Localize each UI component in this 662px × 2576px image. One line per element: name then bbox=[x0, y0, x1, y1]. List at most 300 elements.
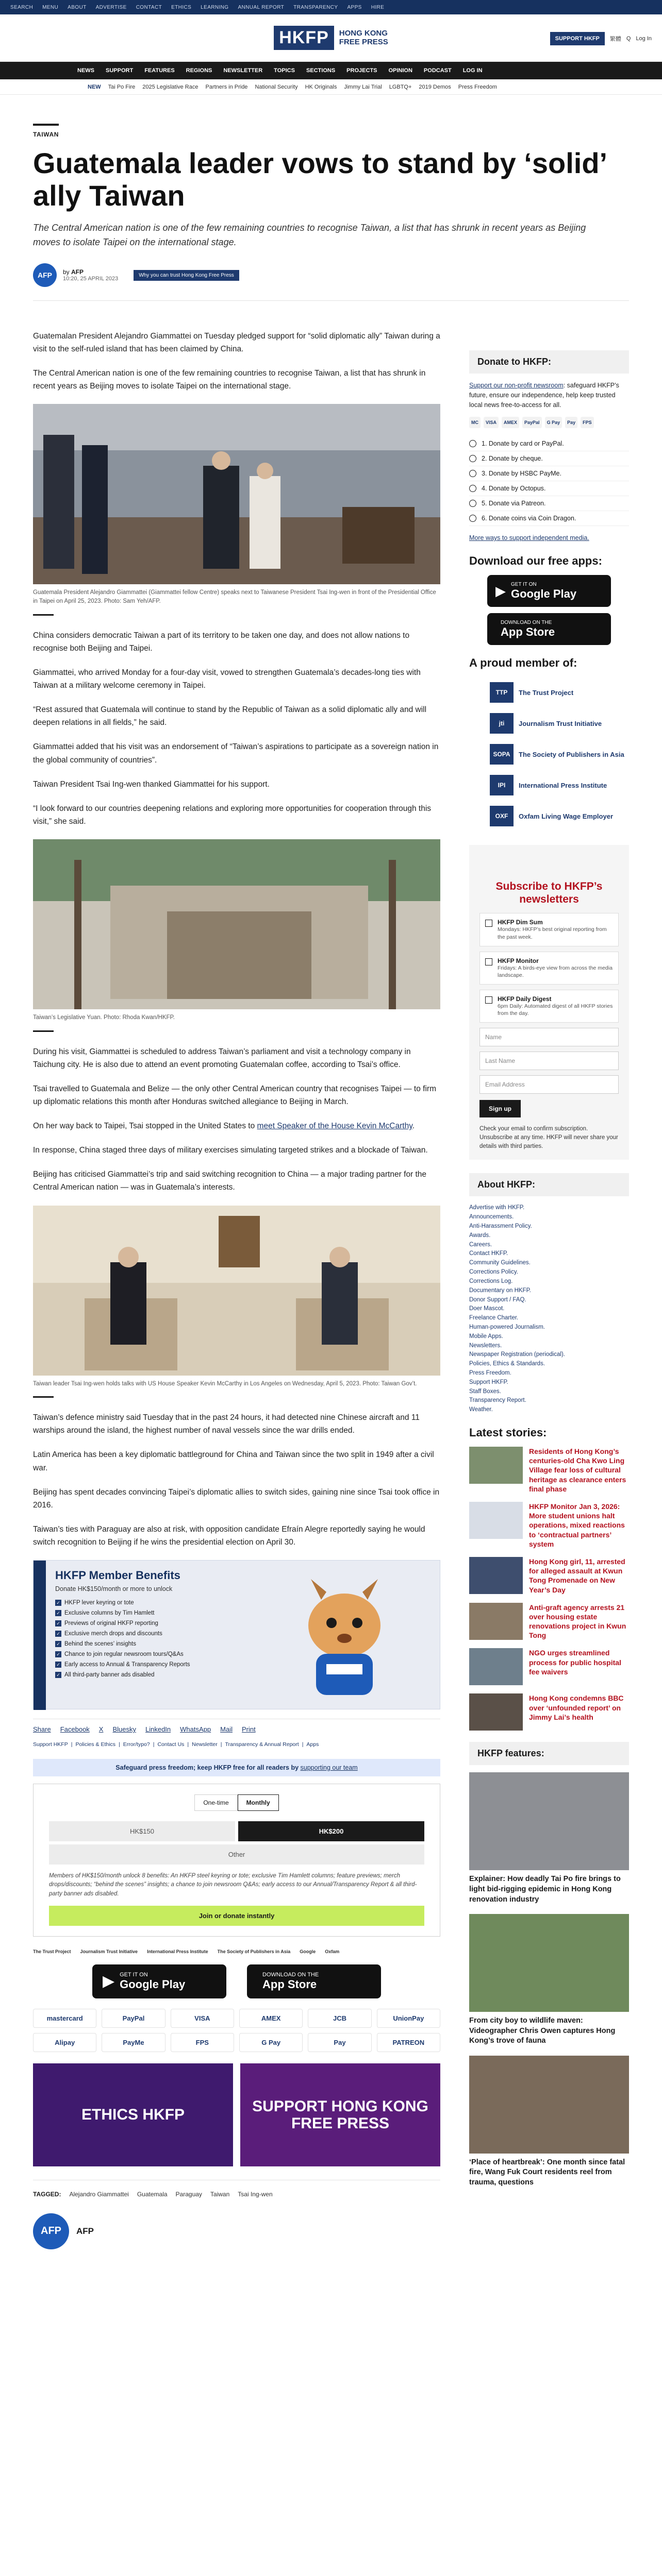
trending-item[interactable]: National Security bbox=[255, 83, 298, 90]
topbar-link-contact[interactable]: CONTACT bbox=[136, 4, 162, 10]
member-org-icon: SOPA bbox=[490, 744, 514, 765]
payment-logo: PATREON bbox=[377, 2033, 440, 2052]
author-avatar[interactable]: AFP bbox=[33, 2213, 69, 2249]
nav-sections[interactable]: SECTIONS bbox=[306, 67, 336, 74]
logo-mark: HKFP bbox=[274, 26, 334, 50]
trending-item[interactable]: 2025 Legislative Race bbox=[142, 83, 198, 90]
newsletter-option[interactable] bbox=[479, 990, 619, 1023]
feature-title: Explainer: How deadly Tai Po fire brings to light bid-rigging epidemic in Hong Kong renovation industry bbox=[469, 1875, 621, 1904]
card-logo: AMEX bbox=[502, 417, 519, 428]
about-link[interactable]: Newspaper Registration (periodical). bbox=[469, 1351, 565, 1358]
about-link[interactable]: Announcements. bbox=[469, 1214, 514, 1221]
member-org-logo[interactable] bbox=[469, 708, 629, 739]
newsletter-signup bbox=[469, 845, 629, 1160]
story-thumbnail bbox=[469, 1693, 523, 1731]
body-paragraph: In response, China staged three days of military exercises simulating targeted strikes and a blockade of Taiwan. bbox=[33, 1146, 428, 1155]
benefit-label: Behind the scenes’ insights bbox=[64, 1641, 136, 1648]
benefit-label: Previews of original HKFP reporting bbox=[64, 1620, 158, 1627]
benefits-title-brand: HKFP bbox=[55, 1569, 86, 1582]
app-store-row bbox=[33, 1964, 440, 1998]
payment-logo: PayMe bbox=[102, 2033, 165, 2052]
logo-wordmark bbox=[339, 29, 388, 46]
member-org-name: International Press Institute bbox=[519, 781, 607, 789]
story-thumbnail bbox=[469, 1502, 523, 1539]
trending-item[interactable]: Tai Po Fire bbox=[108, 83, 136, 90]
publish-date: 10:20, 25 APRIL 2023 bbox=[63, 276, 119, 282]
topbar-link-ethics[interactable]: ETHICS bbox=[171, 4, 192, 10]
story-thumbnail bbox=[469, 1557, 523, 1594]
support-hkfp-button[interactable]: SUPPORT HKFP bbox=[550, 32, 605, 45]
latest-story[interactable] bbox=[469, 1447, 629, 1494]
latest-story[interactable] bbox=[469, 1502, 629, 1549]
benefit-item bbox=[55, 1620, 190, 1626]
feature-story[interactable] bbox=[469, 2056, 629, 2188]
donate-option[interactable] bbox=[469, 466, 629, 481]
share-row bbox=[33, 1719, 440, 1733]
benefit-label: Early access to Annual & Transparency Reports bbox=[64, 1662, 190, 1668]
body-paragraph: Taiwan’s ties with Paraguay are also at risk, with opposition candidate Efraín Alegre reportedly saying he would switch recognition to Beijing if he wins the presidential election on April 30. bbox=[33, 1524, 425, 1547]
check-icon: ✓ bbox=[55, 1641, 61, 1647]
topbar-link-advertise[interactable]: ADVERTISE bbox=[95, 4, 127, 10]
about-link[interactable]: Careers. bbox=[469, 1241, 492, 1248]
donate-option-label: 4. Donate by Octopus. bbox=[482, 485, 546, 493]
card-logo: MC bbox=[469, 417, 481, 428]
radio-icon bbox=[469, 455, 476, 462]
about-link[interactable]: Press Freedom. bbox=[469, 1370, 511, 1377]
nav-opinion[interactable]: OPINION bbox=[388, 67, 412, 74]
benefit-item bbox=[55, 1662, 190, 1668]
donate-option[interactable] bbox=[469, 481, 629, 496]
store-line-1: DOWNLOAD ON THE bbox=[501, 619, 552, 625]
body-paragraph: Latin America has been a key diplomatic battleground for China and Taiwan since the two split in 1949 after a civil war. bbox=[33, 1450, 434, 1472]
trending-item[interactable]: Jimmy Lai Trial bbox=[344, 83, 382, 90]
member-benefits-banner[interactable] bbox=[33, 1560, 440, 1709]
radio-icon bbox=[469, 470, 476, 477]
tag-link[interactable]: Alejandro Giammattei bbox=[69, 2190, 129, 2198]
link-contact-us[interactable]: Contact Us bbox=[157, 1741, 185, 1748]
share-x-link[interactable]: X bbox=[98, 1725, 104, 1734]
photo-caption: Taiwan’s Legislative Yuan. Photo: Rhoda Kwan/HKFP. bbox=[33, 1014, 175, 1021]
sidebar bbox=[469, 350, 629, 2197]
member-heading: A proud member of: bbox=[469, 656, 577, 669]
benefits-title bbox=[55, 1569, 180, 1582]
about-link[interactable]: Transparency Report. bbox=[469, 1397, 526, 1404]
card-logo: PayPal bbox=[522, 417, 542, 428]
topbar-link-about[interactable]: ABOUT bbox=[68, 4, 87, 10]
latest-story[interactable] bbox=[469, 1557, 629, 1595]
payment-logo: Alipay bbox=[33, 2033, 96, 2052]
card-logo: FPS bbox=[581, 417, 594, 428]
check-icon: ✓ bbox=[55, 1600, 61, 1606]
store-line-2: Google Play bbox=[120, 1977, 186, 1991]
section-rule bbox=[33, 124, 59, 126]
store-line-2: Google Play bbox=[511, 587, 577, 600]
newsletter-option[interactable] bbox=[479, 913, 619, 946]
tag-link[interactable]: Paraguay bbox=[175, 2190, 202, 2198]
share-facebook-link[interactable]: Facebook bbox=[60, 1725, 90, 1734]
link-error-typo[interactable]: Error/typo? bbox=[123, 1741, 150, 1748]
newsletter-desc: Mondays: HKFP’s best original reporting from the past week. bbox=[498, 926, 607, 940]
latest-story[interactable] bbox=[469, 1648, 629, 1685]
masthead-actions bbox=[550, 32, 652, 45]
topbar-link-apps[interactable]: APPS bbox=[347, 4, 362, 10]
footer-links-row: Support HKFP | Policies & Ethics | Error/typo? | Contact Us | Newsletter | Transparency & Annual Report | Apps bbox=[33, 1741, 319, 1748]
partner-logo[interactable]: Journalism Trust Initiative bbox=[80, 1948, 138, 1954]
checkbox-icon bbox=[485, 996, 492, 1004]
link-transparency-report[interactable]: Transparency & Annual Report bbox=[225, 1741, 299, 1748]
latest-heading: Latest stories: bbox=[469, 1426, 547, 1439]
newsletter-name: HKFP Monitor bbox=[498, 957, 539, 964]
article-headline: Guatemala leader vows to stand by ‘solid’ ally Taiwan bbox=[33, 147, 606, 212]
about-link[interactable]: Anti-Harassment Policy. bbox=[469, 1223, 532, 1230]
topbar-link-menu[interactable]: MENU bbox=[42, 4, 59, 10]
byline-author[interactable]: AFP bbox=[71, 268, 84, 276]
google-play-icon: ▶ bbox=[103, 1973, 115, 1990]
last-name-field[interactable]: Last Name bbox=[479, 1052, 619, 1070]
benefit-label: All third-party banner ads disabled bbox=[64, 1672, 155, 1679]
nav-podcast[interactable]: PODCAST bbox=[423, 67, 452, 74]
link-policies-ethics[interactable]: Policies & Ethics bbox=[75, 1741, 116, 1748]
about-link[interactable]: Awards. bbox=[469, 1232, 491, 1239]
legislature-illustration bbox=[33, 839, 440, 1009]
main-nav bbox=[0, 62, 662, 79]
about-link[interactable]: Human-powered Journalism. bbox=[469, 1324, 545, 1330]
support-newsroom-link[interactable]: Support our non-profit newsroom bbox=[469, 382, 564, 389]
donation-note: Members of HK$150/month unlock 8 benefits: An HKFP steel keyring or tote; exclusive Tim Hamlett columns; feature previews; merch drops/discounts; “behind the scenes” insights; a chance to join newsroom Q&As; early access to our Annual/Transparency Report & all third-party banner ads disabled. bbox=[49, 1873, 417, 1897]
donate-option-label: 2. Donate by cheque. bbox=[482, 455, 543, 463]
payment-methods bbox=[33, 2009, 440, 2052]
nav-topics[interactable]: TOPICS bbox=[274, 67, 295, 74]
radio-icon bbox=[469, 485, 476, 492]
topbar-link-hire[interactable]: HIRE bbox=[371, 4, 385, 10]
payment-logo: UnionPay bbox=[377, 2009, 440, 2028]
donate-option[interactable] bbox=[469, 451, 629, 466]
topbar-link-annual-report[interactable]: ANNUAL REPORT bbox=[238, 4, 285, 10]
badges-block bbox=[33, 1949, 440, 2249]
member-org-logo[interactable] bbox=[469, 801, 629, 832]
newsletter-note: Check your email to confirm subscription. Unsubscribe at any time. HKFP will never share your details with third parties. bbox=[479, 1126, 618, 1149]
link-support-hkfp[interactable]: Support HKFP bbox=[33, 1741, 68, 1748]
features-heading: HKFP features: bbox=[469, 1742, 629, 1765]
about-link[interactable]: Staff Boxes. bbox=[469, 1388, 501, 1395]
nav-support[interactable]: SUPPORT bbox=[106, 67, 134, 74]
trust-hkfp-pill[interactable]: Why you can trust Hong Kong Free Press bbox=[134, 270, 239, 281]
store-line-1: DOWNLOAD ON THE bbox=[262, 1971, 319, 1978]
about-link[interactable]: Freelance Charter. bbox=[469, 1315, 519, 1321]
benefit-item bbox=[55, 1631, 190, 1637]
join-donate-button[interactable]: Join or donate instantly bbox=[49, 1906, 424, 1926]
story-title: Residents of Hong Kong’s centuries-old Cha Kwo Ling Village fear loss of cultural heritage as clearance enters final phase bbox=[529, 1447, 626, 1493]
benefits-subtitle: Donate HK$150/month or more to unlock bbox=[55, 1585, 173, 1593]
newsletter-desc: Fridays: A birds-eye view from across the media landscape. bbox=[498, 964, 613, 978]
body-paragraph: During his visit, Giammattei is scheduled to address Taiwan’s parliament and visit a technology company in Taichung city. He is also due to attend an event promoting Guatemalan coffee, according to Tsai’s office. bbox=[33, 1047, 411, 1069]
about-link[interactable]: Doer Mascot. bbox=[469, 1306, 505, 1312]
radio-icon bbox=[469, 500, 476, 507]
check-icon: ✓ bbox=[55, 1662, 61, 1668]
payment-logo: Pay bbox=[308, 2033, 371, 2052]
checkbox-icon bbox=[485, 920, 492, 927]
newsletter-option[interactable] bbox=[479, 952, 619, 985]
topbar-link-learning[interactable]: LEARNING bbox=[201, 4, 229, 10]
safeguard-bar bbox=[33, 1759, 440, 1776]
body-paragraph: Beijing has criticised Giammattei’s trip and said switching recognition to China — a major trading partner for the Central American nation — was in Guatemala’s interests. bbox=[33, 1170, 427, 1192]
story-thumbnail bbox=[469, 1447, 523, 1484]
donate-option-label: 5. Donate via Patreon. bbox=[482, 500, 546, 507]
member-org-icon: OXF bbox=[490, 806, 514, 826]
trending-bar bbox=[0, 79, 662, 95]
nav-newsletter[interactable]: NEWSLETTER bbox=[223, 67, 263, 74]
donate-option-label: 3. Donate by HSBC PayMe. bbox=[482, 470, 561, 478]
link-newsletter[interactable]: Newsletter bbox=[192, 1741, 218, 1748]
about-link[interactable]: Donor Support / FAQ. bbox=[469, 1296, 526, 1303]
ceremony-illustration bbox=[33, 404, 440, 584]
benefit-label: Exclusive columns by Tim Hamlett bbox=[64, 1610, 155, 1617]
check-icon: ✓ bbox=[55, 1620, 61, 1626]
benefit-label: HKFP lever keyring or tote bbox=[64, 1600, 134, 1606]
member-org-logo[interactable] bbox=[469, 677, 629, 708]
apps-heading: Download our free apps: bbox=[469, 554, 602, 567]
benefit-item bbox=[55, 1651, 190, 1657]
sidebar-app-store-badge[interactable] bbox=[487, 613, 611, 645]
feature-thumbnail bbox=[469, 2056, 629, 2154]
author-box bbox=[33, 2213, 440, 2249]
payment-logo: FPS bbox=[171, 2033, 234, 2052]
member-org-icon: jti bbox=[490, 713, 514, 734]
caption-rule bbox=[33, 1030, 54, 1032]
donate-option[interactable] bbox=[469, 511, 629, 526]
newsletter-name: HKFP Dim Sum bbox=[498, 919, 543, 926]
payment-logo: G Pay bbox=[239, 2033, 303, 2052]
tag-list bbox=[33, 2180, 440, 2198]
story-thumbnail bbox=[469, 1603, 523, 1640]
paragraph-text: . bbox=[412, 1122, 415, 1131]
benefits-title-text: Member Benefits bbox=[86, 1569, 180, 1582]
member-org-logo[interactable] bbox=[469, 770, 629, 801]
article-photo-meeting bbox=[33, 1206, 440, 1376]
photo-caption: Guatemala President Alejandro Giammattei (Giammattei fellow Centre) speaks next to Taiwanese President Tsai Ing-wen in front of the Presidential Office in Taipei on April 25, 2023. Photo: Sam Yeh/AFP. bbox=[33, 589, 436, 605]
checkbox-icon bbox=[485, 958, 492, 965]
card-logo: G Pay bbox=[545, 417, 562, 428]
caption-rule bbox=[33, 1396, 54, 1398]
nav-login[interactable]: LOG IN bbox=[462, 67, 483, 74]
byline-prefix: by bbox=[63, 268, 72, 276]
language-toggle[interactable]: 繁體 bbox=[609, 36, 621, 42]
about-heading: About HKFP: bbox=[469, 1173, 629, 1196]
body-paragraph: Taiwan’s defence ministry said Tuesday that in the past 24 hours, it had detected nine Chinese aircraft and 11 warships around the island, the highest number of naval vessels since the war drills ended. bbox=[33, 1413, 420, 1435]
body-paragraph: “Rest assured that Guatemala will continue to stand by the Republic of Taiwan as a solid diplomatic ally and will deepen relations in all fields,” he said. bbox=[33, 705, 427, 727]
about-link[interactable]: Corrections Log. bbox=[469, 1278, 513, 1284]
article-photo-legislature bbox=[33, 839, 440, 1009]
about-link[interactable]: Documentary on HKFP. bbox=[469, 1287, 531, 1294]
about-link[interactable]: Community Guidelines. bbox=[469, 1260, 531, 1266]
google-play-icon: ▶ bbox=[495, 583, 506, 599]
feature-thumbnail bbox=[469, 1772, 629, 1870]
article-photo-ceremony bbox=[33, 404, 440, 584]
search-icon[interactable]: Q bbox=[626, 36, 631, 42]
latest-story[interactable] bbox=[469, 1693, 629, 1731]
card-logo: Pay bbox=[565, 417, 577, 428]
feature-title: ‘Place of heartbreak’: One month since fatal fire, Wang Fuk Court residents reel from trauma, questions bbox=[469, 2158, 625, 2187]
frequency-toggle bbox=[49, 1794, 424, 1811]
benefits-list bbox=[55, 1600, 190, 1682]
freq-monthly[interactable]: Monthly bbox=[238, 1794, 279, 1811]
signup-button[interactable]: Sign up bbox=[479, 1100, 521, 1117]
nav-projects[interactable]: PROJECTS bbox=[346, 67, 377, 74]
body-paragraph: Giammattei, who arrived Monday for a four-day visit, vowed to strengthen Guatemala’s decades-long ties with Taiwan at a military welcome ceremony in Taipei. bbox=[33, 668, 421, 690]
google-play-badge[interactable] bbox=[92, 1964, 226, 1998]
feature-story[interactable] bbox=[469, 1914, 629, 2046]
store-line-2: App Store bbox=[262, 1977, 317, 1991]
amount-option-selected[interactable]: HK$200 bbox=[238, 1821, 424, 1841]
check-icon: ✓ bbox=[55, 1610, 61, 1616]
about-link[interactable]: Corrections Policy. bbox=[469, 1269, 519, 1276]
app-store-badge[interactable] bbox=[247, 1964, 381, 1998]
partner-logo[interactable]: International Press Institute bbox=[147, 1948, 208, 1954]
masthead bbox=[0, 14, 662, 62]
author-name[interactable]: AFP bbox=[76, 2226, 94, 2236]
partner-logo[interactable]: The Trust Project bbox=[33, 1948, 71, 1954]
donate-option[interactable] bbox=[469, 496, 629, 511]
logo-line-1: HONG KONG bbox=[339, 29, 388, 38]
partner-logo[interactable]: Oxfam bbox=[325, 1948, 340, 1954]
byline-author-line bbox=[63, 268, 118, 276]
story-title: Hong Kong girl, 11, arrested for alleged assault at Kwun Tong Promenade on New Year’s Day bbox=[529, 1557, 625, 1594]
share-whatsapp-link[interactable]: WhatsApp bbox=[180, 1725, 211, 1734]
payment-logo: PayPal bbox=[102, 2009, 165, 2028]
donate-option-label: 1. Donate by card or PayPal. bbox=[482, 440, 564, 448]
check-icon: ✓ bbox=[55, 1651, 61, 1657]
payment-logo: AMEX bbox=[239, 2009, 303, 2028]
amount-option[interactable]: HK$150 bbox=[49, 1821, 235, 1841]
about-link[interactable]: Advertise with HKFP. bbox=[469, 1205, 525, 1211]
store-line-2: App Store bbox=[501, 625, 555, 638]
body-paragraph: “I look forward to our countries deepening relations and exploring more opportunities for cooperation through this visit,” she said. bbox=[33, 804, 432, 826]
body-paragraph: China considers democratic Taiwan a part of its territory to be taken one day, and does not allow nations to recognise both Beijing and Taipei. bbox=[33, 631, 410, 653]
tag-link[interactable]: Tsai Ing-wen bbox=[238, 2190, 273, 2198]
topbar-link-search[interactable]: SEARCH bbox=[10, 4, 34, 10]
amount-option-other[interactable]: Other bbox=[49, 1844, 424, 1865]
story-title: Hong Kong condemns BBC over ‘unfounded report’ on Jimmy Lai’s health bbox=[529, 1694, 624, 1721]
more-ways-link[interactable]: More ways to support independent media. bbox=[469, 534, 589, 542]
photo-caption: Taiwan leader Tsai Ing-wen holds talks with US House Speaker Kevin McCarthy in Los Angeles on Wednesday, April 5, 2023. Photo: Taiwan Gov’t. bbox=[33, 1380, 417, 1387]
trending-item[interactable]: LGBTQ+ bbox=[389, 83, 412, 90]
ethics-banner[interactable]: ETHICS HKFP bbox=[33, 2063, 233, 2166]
partner-logo[interactable]: Google bbox=[300, 1948, 316, 1954]
share-bluesky-link[interactable]: Bluesky bbox=[112, 1725, 136, 1734]
site-logo[interactable] bbox=[274, 26, 388, 50]
store-line-1: GET IT ON bbox=[120, 1971, 148, 1978]
feature-story[interactable] bbox=[469, 1772, 629, 1905]
sidebar-google-play-badge[interactable] bbox=[487, 575, 611, 607]
benefits-sidebar-stripe bbox=[34, 1561, 46, 1710]
benefit-label: Exclusive merch drops and discounts bbox=[64, 1631, 162, 1637]
tag-link[interactable]: Taiwan bbox=[210, 2190, 230, 2198]
share-label: Share bbox=[33, 1725, 51, 1734]
author-avatar[interactable]: AFP bbox=[33, 263, 57, 287]
nav-news[interactable]: NEWS bbox=[77, 67, 94, 74]
payment-logo: VISA bbox=[171, 2009, 234, 2028]
tags-label: TAGGED: bbox=[33, 2190, 61, 2198]
trending-label: NEW bbox=[88, 83, 101, 90]
link-apps[interactable]: Apps bbox=[306, 1741, 319, 1748]
meeting-illustration bbox=[33, 1206, 440, 1376]
deer-mascot-illustration bbox=[259, 1569, 429, 1703]
payment-logo: JCB bbox=[308, 2009, 371, 2028]
member-org-name: The Trust Project bbox=[519, 688, 574, 697]
share-linkedin-link[interactable]: LinkedIn bbox=[145, 1725, 171, 1734]
body-paragraph: Tsai travelled to Guatemala and Belize — the only other Central American country that recognises Taipei — to firm up diplomatic relations this month after Honduras switched allegiance to Beijing in March. bbox=[33, 1084, 436, 1106]
benefit-item bbox=[55, 1641, 190, 1647]
body-paragraph: The Central American nation is one of the few remaining countries to recognise Taiwan, a list that has shrunk in recent years as Beijing moves to isolate Taipei on the international stage. bbox=[33, 369, 426, 391]
radio-icon bbox=[469, 515, 476, 522]
nav-regions[interactable]: REGIONS bbox=[186, 67, 212, 74]
share-print-link[interactable]: Print bbox=[241, 1725, 256, 1734]
top-utility-bar bbox=[0, 0, 662, 14]
member-org-name: The Society of Publishers in Asia bbox=[519, 750, 624, 758]
share-mail-link[interactable]: Mail bbox=[220, 1725, 233, 1734]
trending-item[interactable]: Partners in Pride bbox=[205, 83, 248, 90]
donate-option-label: 6. Donate coins via Coin Dragon. bbox=[482, 515, 576, 522]
promo-banners bbox=[33, 2063, 440, 2166]
member-org-icon: TTP bbox=[490, 682, 514, 703]
feature-title: From city boy to wildlife maven: Videographer Chris Owen captures Hong Kong’s trove of fauna bbox=[469, 2016, 616, 2045]
about-link[interactable]: Weather. bbox=[469, 1406, 493, 1413]
partner-logo[interactable]: The Society of Publishers in Asia bbox=[217, 1948, 291, 1954]
email-field[interactable]: Email Address bbox=[479, 1075, 619, 1094]
about-link[interactable]: Policies, Ethics & Standards. bbox=[469, 1361, 545, 1367]
about-link[interactable]: Support HKFP. bbox=[469, 1379, 508, 1385]
topbar-link-transparency[interactable]: TRANSPARENCY bbox=[293, 4, 338, 10]
nav-features[interactable]: FEATURES bbox=[144, 67, 175, 74]
payment-logo: mastercard bbox=[33, 2009, 96, 2028]
trending-item[interactable]: Press Freedom bbox=[458, 83, 497, 90]
benefit-item bbox=[55, 1610, 190, 1616]
card-logo: VISA bbox=[484, 417, 499, 428]
body-paragraph: Giammattei added that his visit was an endorsement of “Taiwan’s aspirations to participate as a sovereign nation in the global community of countries”. bbox=[33, 742, 439, 765]
login-link[interactable]: Log In bbox=[636, 36, 652, 42]
name-field[interactable]: Name bbox=[479, 1028, 619, 1046]
body-paragraph-with-link bbox=[33, 1120, 440, 1132]
trending-item[interactable]: 2019 Demos bbox=[419, 83, 451, 90]
byline bbox=[33, 263, 629, 301]
support-team-link[interactable]: supporting our team bbox=[300, 1764, 358, 1772]
safeguard-text: Safeguard press freedom; keep HKFP free for all readers by bbox=[115, 1764, 301, 1772]
sidebar-card-logos bbox=[469, 417, 629, 428]
donation-widget bbox=[33, 1784, 440, 1937]
trending-item[interactable]: HK Originals bbox=[305, 83, 337, 90]
article-header bbox=[33, 124, 629, 301]
freq-one-time[interactable]: One-time bbox=[194, 1794, 237, 1811]
member-org-logo[interactable] bbox=[469, 739, 629, 770]
donate-widget-title: Donate to HKFP: bbox=[469, 350, 629, 374]
donate-option[interactable] bbox=[469, 436, 629, 451]
section-tag[interactable]: TAIWAN bbox=[33, 131, 59, 138]
tag-link[interactable]: Guatemala bbox=[137, 2190, 168, 2198]
amount-options bbox=[49, 1821, 424, 1865]
body-paragraph: Guatemalan President Alejandro Giammattei on Tuesday pledged support for “solid diplomatic ally” Taiwan during a visit to the self-ruled island that has been claimed by China. bbox=[33, 332, 440, 354]
about-link[interactable]: Mobile Apps. bbox=[469, 1333, 503, 1340]
newsletter-heading: Subscribe to HKFP’s newsletters bbox=[495, 880, 603, 906]
latest-story[interactable] bbox=[469, 1603, 629, 1640]
benefit-label: Chance to join regular newsroom tours/Q&As bbox=[64, 1651, 184, 1658]
check-icon: ✓ bbox=[55, 1672, 61, 1678]
newsletter-name: HKFP Daily Digest bbox=[498, 995, 552, 1003]
mccarthy-meeting-link[interactable]: meet Speaker of the House Kevin McCarthy bbox=[257, 1122, 412, 1131]
about-link[interactable]: Contact HKFP. bbox=[469, 1250, 508, 1257]
support-banner[interactable]: SUPPORT HONG KONG FREE PRESS bbox=[240, 2063, 440, 2166]
about-link[interactable]: Newsletters. bbox=[469, 1342, 502, 1349]
donate-widget-text bbox=[469, 381, 629, 410]
